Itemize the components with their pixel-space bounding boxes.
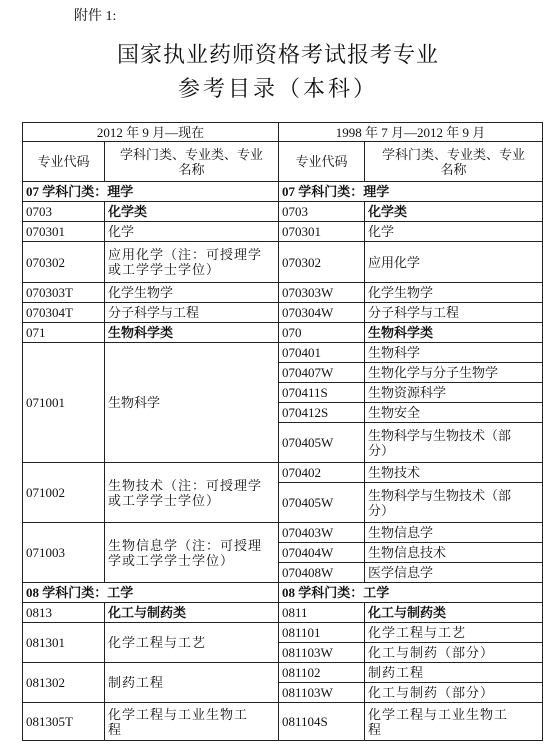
table-row xyxy=(23,703,543,741)
table-row xyxy=(23,242,543,283)
left-code-cell: 071002 xyxy=(23,463,105,523)
table-row xyxy=(23,603,543,623)
left-code-cell: 070302 xyxy=(23,242,105,283)
left-code-cell: 0703 xyxy=(23,202,105,222)
right-name-header: 学科门类、专业类、专业 名称 xyxy=(365,142,543,182)
left-name-cell: 应用化学（注：可授理学 或工学学士学位） xyxy=(105,242,279,283)
table-row xyxy=(23,583,543,603)
left-code-cell: 071001 xyxy=(23,343,105,463)
left-name-cell: 生物技术（注：可授理学 或工学学士学位） xyxy=(105,463,279,523)
table-row xyxy=(23,623,543,643)
left-name-cell: 制药工程 xyxy=(105,663,279,703)
left-discipline-cell: 08 学科门类：工学 xyxy=(23,583,279,603)
right-code-cell: 0703 xyxy=(279,202,365,222)
right-name-cell: 制药工程 xyxy=(365,663,543,683)
left-code-cell: 081301 xyxy=(23,623,105,663)
right-code-cell: 081103W xyxy=(279,643,365,663)
left-name-cell: 化学 xyxy=(105,222,279,242)
table-row xyxy=(23,323,543,343)
right-code-cell: 070304W xyxy=(279,303,365,323)
right-discipline-cell: 07 学科门类：理学 xyxy=(279,182,543,202)
right-code-cell: 070407W xyxy=(279,363,365,383)
right-code-cell: 081102 xyxy=(279,663,365,683)
period-header-row xyxy=(23,123,543,142)
right-name-cell: 医学信息学 xyxy=(365,563,543,583)
left-code-header: 专业代码 xyxy=(23,142,105,182)
table-row xyxy=(23,222,543,242)
left-code-cell: 070303T xyxy=(23,283,105,303)
table-row xyxy=(23,523,543,543)
right-name-cell: 化学工程与工业生物工 程 xyxy=(365,703,543,741)
right-code-cell: 070403W xyxy=(279,523,365,543)
right-code-cell: 070405W xyxy=(279,423,365,463)
table-row xyxy=(23,182,543,202)
right-period-header: 1998 年 7 月—2012 年 9 月 xyxy=(279,123,543,142)
right-name-cell: 生物化学与分子生物学 xyxy=(365,363,543,383)
right-code-cell: 070412S xyxy=(279,403,365,423)
right-code-cell: 070 xyxy=(279,323,365,343)
right-code-cell: 070302 xyxy=(279,242,365,283)
left-code-cell: 081305T xyxy=(23,703,105,741)
right-name-cell: 生物资源科学 xyxy=(365,383,543,403)
left-name-cell: 化学类 xyxy=(105,202,279,222)
right-code-cell: 070402 xyxy=(279,463,365,483)
right-name-cell: 生物科学类 xyxy=(365,323,543,343)
left-code-cell: 070304T xyxy=(23,303,105,323)
right-code-cell: 070411S xyxy=(279,383,365,403)
right-code-cell: 0811 xyxy=(279,603,365,623)
right-name-cell: 化学 xyxy=(365,222,543,242)
left-code-cell: 071 xyxy=(23,323,105,343)
table-row xyxy=(23,202,543,222)
left-name-cell: 生物科学类 xyxy=(105,323,279,343)
right-code-cell: 081101 xyxy=(279,623,365,643)
right-name-cell: 化工与制药（部分） xyxy=(365,683,543,703)
left-code-cell: 071003 xyxy=(23,523,105,583)
left-code-cell: 081302 xyxy=(23,663,105,703)
left-code-cell: 0813 xyxy=(23,603,105,623)
right-name-cell: 生物科学与生物技术（部 分） xyxy=(365,423,543,463)
table-row xyxy=(23,463,543,483)
right-name-cell: 化学生物学 xyxy=(365,283,543,303)
right-code-header: 专业代码 xyxy=(279,142,365,182)
table-row xyxy=(23,283,543,303)
major-catalog-table xyxy=(22,122,543,741)
right-discipline-cell: 08 学科门类：工学 xyxy=(279,583,543,603)
left-code-cell: 070301 xyxy=(23,222,105,242)
right-code-cell: 070408W xyxy=(279,563,365,583)
column-header-row xyxy=(23,142,543,182)
document-title: 国家执业药师资格考试报考专业 xyxy=(116,43,439,68)
table-row xyxy=(23,663,543,683)
right-name-cell: 生物安全 xyxy=(365,403,543,423)
table-row xyxy=(23,303,543,323)
right-code-cell: 070301 xyxy=(279,222,365,242)
right-code-cell: 070401 xyxy=(279,343,365,363)
left-name-cell: 化学工程与工业生物工 程 xyxy=(105,703,279,741)
left-name-cell: 生物科学 xyxy=(105,343,279,463)
right-name-cell: 生物科学与生物技术（部 分） xyxy=(365,483,543,523)
table-row xyxy=(23,343,543,363)
left-name-cell: 分子科学与工程 xyxy=(105,303,279,323)
left-name-cell: 化工与制药类 xyxy=(105,603,279,623)
document-subtitle: 参考目录（本科） xyxy=(177,77,378,102)
right-name-cell: 应用化学 xyxy=(365,242,543,283)
right-name-cell: 化工与制药（部分） xyxy=(365,643,543,663)
left-name-cell: 化学工程与工艺 xyxy=(105,623,279,663)
left-name-cell: 生物信息学（注：可授理 学或工学学士学位） xyxy=(105,523,279,583)
right-name-cell: 分子科学与工程 xyxy=(365,303,543,323)
attachment-label: 附件 1: xyxy=(74,9,117,24)
right-name-cell: 化学工程与工艺 xyxy=(365,623,543,643)
right-name-cell: 生物信息学 xyxy=(365,523,543,543)
right-code-cell: 081103W xyxy=(279,683,365,703)
right-code-cell: 070303W xyxy=(279,283,365,303)
left-name-header: 学科门类、专业类、专业 名称 xyxy=(105,142,279,182)
right-name-cell: 生物信息技术 xyxy=(365,543,543,563)
right-name-cell: 生物技术 xyxy=(365,463,543,483)
right-name-cell: 化工与制药类 xyxy=(365,603,543,623)
left-discipline-cell: 07 学科门类：理学 xyxy=(23,182,279,202)
right-code-cell: 081104S xyxy=(279,703,365,741)
right-name-cell: 生物科学 xyxy=(365,343,543,363)
left-name-cell: 化学生物学 xyxy=(105,283,279,303)
left-period-header: 2012 年 9 月—现在 xyxy=(23,123,279,142)
right-code-cell: 070404W xyxy=(279,543,365,563)
right-name-cell: 化学类 xyxy=(365,202,543,222)
right-code-cell: 070405W xyxy=(279,483,365,523)
